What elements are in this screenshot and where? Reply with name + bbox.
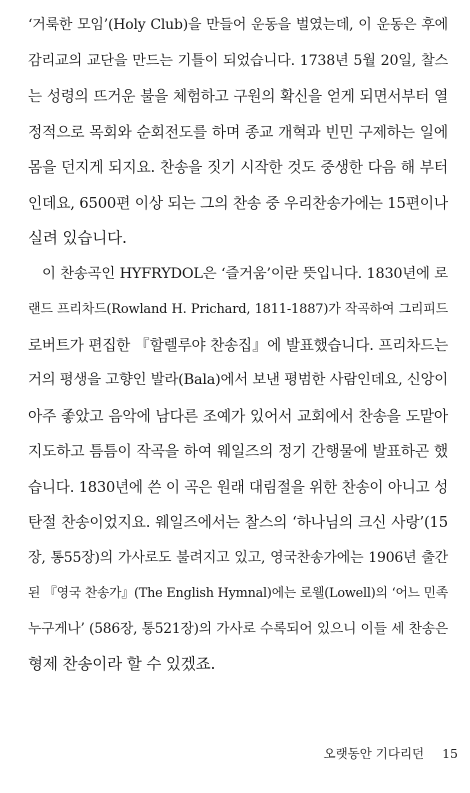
- text-line: 는 성령의 뜨거운 불을 체험하고 구원의 확신을 얻게 되면서부터 열: [28, 88, 448, 105]
- text-line: 탄절 찬송이었지요. 웨일즈에서는 찰스의 ‘하나님의 크신 사랑’(15: [28, 514, 448, 531]
- paragraph-2: [28, 257, 448, 683]
- text-line: 누구게나’ (586장, 통521장)의 가사로 수록되어 있으니 이들 세 찬송은: [28, 620, 448, 637]
- text-line: 인데요, 6500편 이상 되는 그의 찬송 중 우리찬송가에는 15편이나: [28, 194, 448, 212]
- running-title: 오랫동안 기다리던: [323, 746, 425, 761]
- text-line: 정적으로 목회와 순회전도를 하며 종교 개혁과 빈민 구제하는 일에: [28, 123, 448, 141]
- text-line: 아주 좋았고 음악에 남다른 조예가 있어서 교회에서 찬송을 도맡아: [28, 407, 448, 425]
- text-line: 몸을 던지게 되지요. 찬송을 짓기 시작한 것도 중생한 다음 해 부터: [28, 159, 448, 176]
- text-line: 랜드 프리차드(Rowland H. Prichard, 1811-1887)가 작곡하여 그리피드: [28, 302, 448, 317]
- text-line: 습니다. 1830년에 쓴 이 곡은 원래 대림절을 위한 찬송이 아니고 성: [28, 478, 448, 496]
- text-line: 이 찬송곡인 HYFRYDOL은 ‘즐거움’이란 뜻입니다. 1830년에 로: [42, 265, 448, 282]
- paragraph-1: [28, 8, 448, 257]
- text-line: 된 『영국 찬송가』(The English Hymnal)에는 로웰(Lowell)의 ‘어느 민족: [28, 586, 448, 601]
- text-line: 거의 평생을 고향인 발라(Bala)에서 보낸 평범한 사람인데요, 신앙이: [28, 372, 448, 388]
- page-number: 15: [442, 746, 458, 761]
- body-text: [28, 8, 448, 683]
- text-line: ‘거룩한 모임’(Holy Club)을 만들어 운동을 벌였는데, 이 운동은 후에: [28, 17, 448, 33]
- page-footer: [0, 744, 458, 762]
- text-line: 실려 있습니다.: [28, 229, 127, 247]
- text-line: 로버트가 편집한 『할렐루야 찬송집』에 발표했습니다. 프리차드는: [28, 336, 448, 354]
- text-line: 지도하고 틈틈이 작곡을 하여 웨일즈의 정기 간행물에 발표하곤 했: [28, 443, 448, 460]
- text-line: 감리교의 교단을 만드는 기틀이 되었습니다. 1738년 5월 20일, 찰스: [28, 52, 448, 69]
- text-line: 장, 통55장)의 가사로도 불려지고 있고, 영국찬송가에는 1906년 출간: [28, 549, 448, 566]
- text-line: 형제 찬송이라 할 수 있겠죠.: [28, 655, 216, 673]
